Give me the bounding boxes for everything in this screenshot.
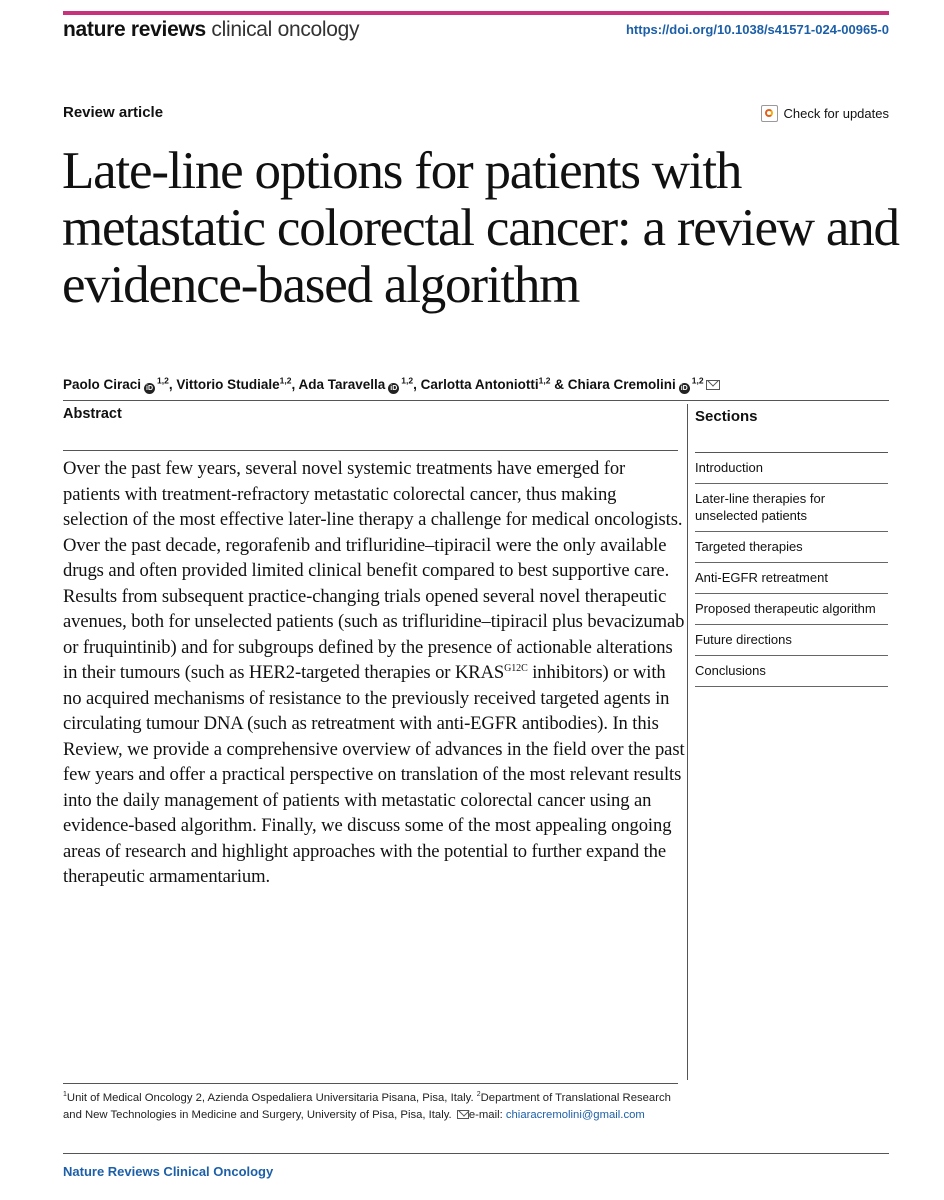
journal-brand[interactable] xyxy=(63,18,359,42)
section-link[interactable]: Introduction xyxy=(695,453,888,484)
footer-divider xyxy=(63,1153,889,1154)
check-updates-label: Check for updates xyxy=(783,106,889,121)
authors-divider xyxy=(63,400,889,401)
header-accent-bar xyxy=(63,11,889,15)
author-affiliation: 1,2 xyxy=(538,375,551,386)
author-affiliation: 1,2 xyxy=(279,375,292,386)
author-name[interactable]: Paolo Ciraci xyxy=(63,377,142,392)
section-link[interactable]: Targeted therapies xyxy=(695,532,888,563)
author-affiliation: 1,2 xyxy=(157,375,169,386)
abstract-heading: Abstract xyxy=(63,406,122,422)
article-type: Review article xyxy=(63,104,164,121)
abstract-superscript: G12C xyxy=(504,662,528,674)
check-updates-button[interactable] xyxy=(761,105,889,122)
author-name[interactable]: Vittorio Studiale xyxy=(176,377,280,392)
footnote-affiliation-number: 2 xyxy=(476,1091,481,1099)
article-title: Late-line options for patients with metastatic colorectal cancer: a review and evidence-based algorithm xyxy=(62,142,899,314)
affiliation-1: Unit of Medical Oncology 2, Azienda Ospedaliera Universitaria Pisana, Pisa, Italy. xyxy=(66,1092,477,1104)
abstract-text xyxy=(63,456,685,890)
section-link[interactable]: Proposed therapeutic algorithm xyxy=(695,594,888,625)
orcid-icon[interactable]: iD xyxy=(680,385,688,392)
author-affiliation: 1,2 xyxy=(401,375,414,386)
author-name[interactable]: Carlotta Antoniotti xyxy=(420,377,539,392)
email-link[interactable]: chiaracremolini@gmail.com xyxy=(505,1109,645,1121)
orcid-icon[interactable]: iD xyxy=(146,385,154,392)
sections-list xyxy=(695,453,888,687)
email-label: e-mail: xyxy=(468,1109,506,1121)
abstract-body-part2: inhibitors) or with no acquired mechanisms of resistance to the previously received targeted agents in circulating tumour DNA (such as retreatment with anti-EGFR antibodies). In this Review, we provide a comprehensive overview of advances in the field over the past few years and offer a practical perspective on translation of the most relevant results into the daily management of patients with metastatic colorectal cancer using an evidence-based algorithm. Finally, we discuss some of the most appealing ongoing areas of research and highlight approaches with the potential to further expand the therapeutic armamentarium. xyxy=(63,662,685,887)
orcid-icon[interactable]: iD xyxy=(390,385,398,392)
section-link[interactable]: Anti-EGFR retreatment xyxy=(695,563,888,594)
affiliation-2: Department of Translational Research and New Technologies in Medicine and Surgery, University of Pisa, Pisa, Italy. xyxy=(63,1092,671,1121)
section-link[interactable]: Conclusions xyxy=(695,656,888,687)
email-icon xyxy=(457,1110,469,1119)
footnote-affiliation-number: 1 xyxy=(63,1091,67,1099)
email-icon[interactable] xyxy=(706,380,720,390)
doi-link[interactable]: https://doi.org/10.1038/s41571-024-00965-0 xyxy=(625,22,889,37)
footnote-divider xyxy=(63,1083,678,1084)
abstract-divider xyxy=(63,450,678,451)
section-link[interactable]: Later-line therapies for unselected patients xyxy=(695,484,888,532)
author-name[interactable]: Ada Taravella xyxy=(298,377,386,392)
column-divider xyxy=(687,404,688,1080)
affiliations-footnote xyxy=(63,1090,685,1124)
crossmark-icon xyxy=(761,105,778,122)
author-list: Paolo Ciraci iD$^{1,2}$, Vittorio Studiale$^{1,2}$, Ada Taravella iD$^{1,2}$, Carlotta Antoniotti$^{1,2}$ & Chiara Cremolini iD$^{1,2}$ xyxy=(63,377,720,394)
sections-heading: Sections xyxy=(695,408,758,425)
journal-footer[interactable]: Nature Reviews Clinical Oncology xyxy=(63,1164,274,1179)
author-affiliation: 1,2 xyxy=(691,375,704,386)
author-name[interactable]: Chiara Cremolini xyxy=(567,377,676,392)
section-link[interactable]: Future directions xyxy=(695,625,888,656)
brand-bold: nature reviews xyxy=(63,18,206,41)
abstract-body-part1: Over the past few years, several novel systemic treatments have emerged for patients with treatment-refractory metastatic colorectal cancer, thus making selection of the most effective later-line therapy a challenge for medical oncologists. Over the past decade, regorafenib and trifluridine–tipiracil were the only available drugs and often provided limited clinical benefit compared to best supportive care. Results from subsequent practice-changing trials opened several novel therapeutic avenues, both for unselected patients (such as trifluridine–tipiracil plus bevacizumab or fruquintinib) and for subgroups defined by the presence of actionable alterations in their tumours (such as HER2-targeted therapies or KRAS xyxy=(63,458,685,683)
brand-light: clinical oncology xyxy=(211,18,360,41)
